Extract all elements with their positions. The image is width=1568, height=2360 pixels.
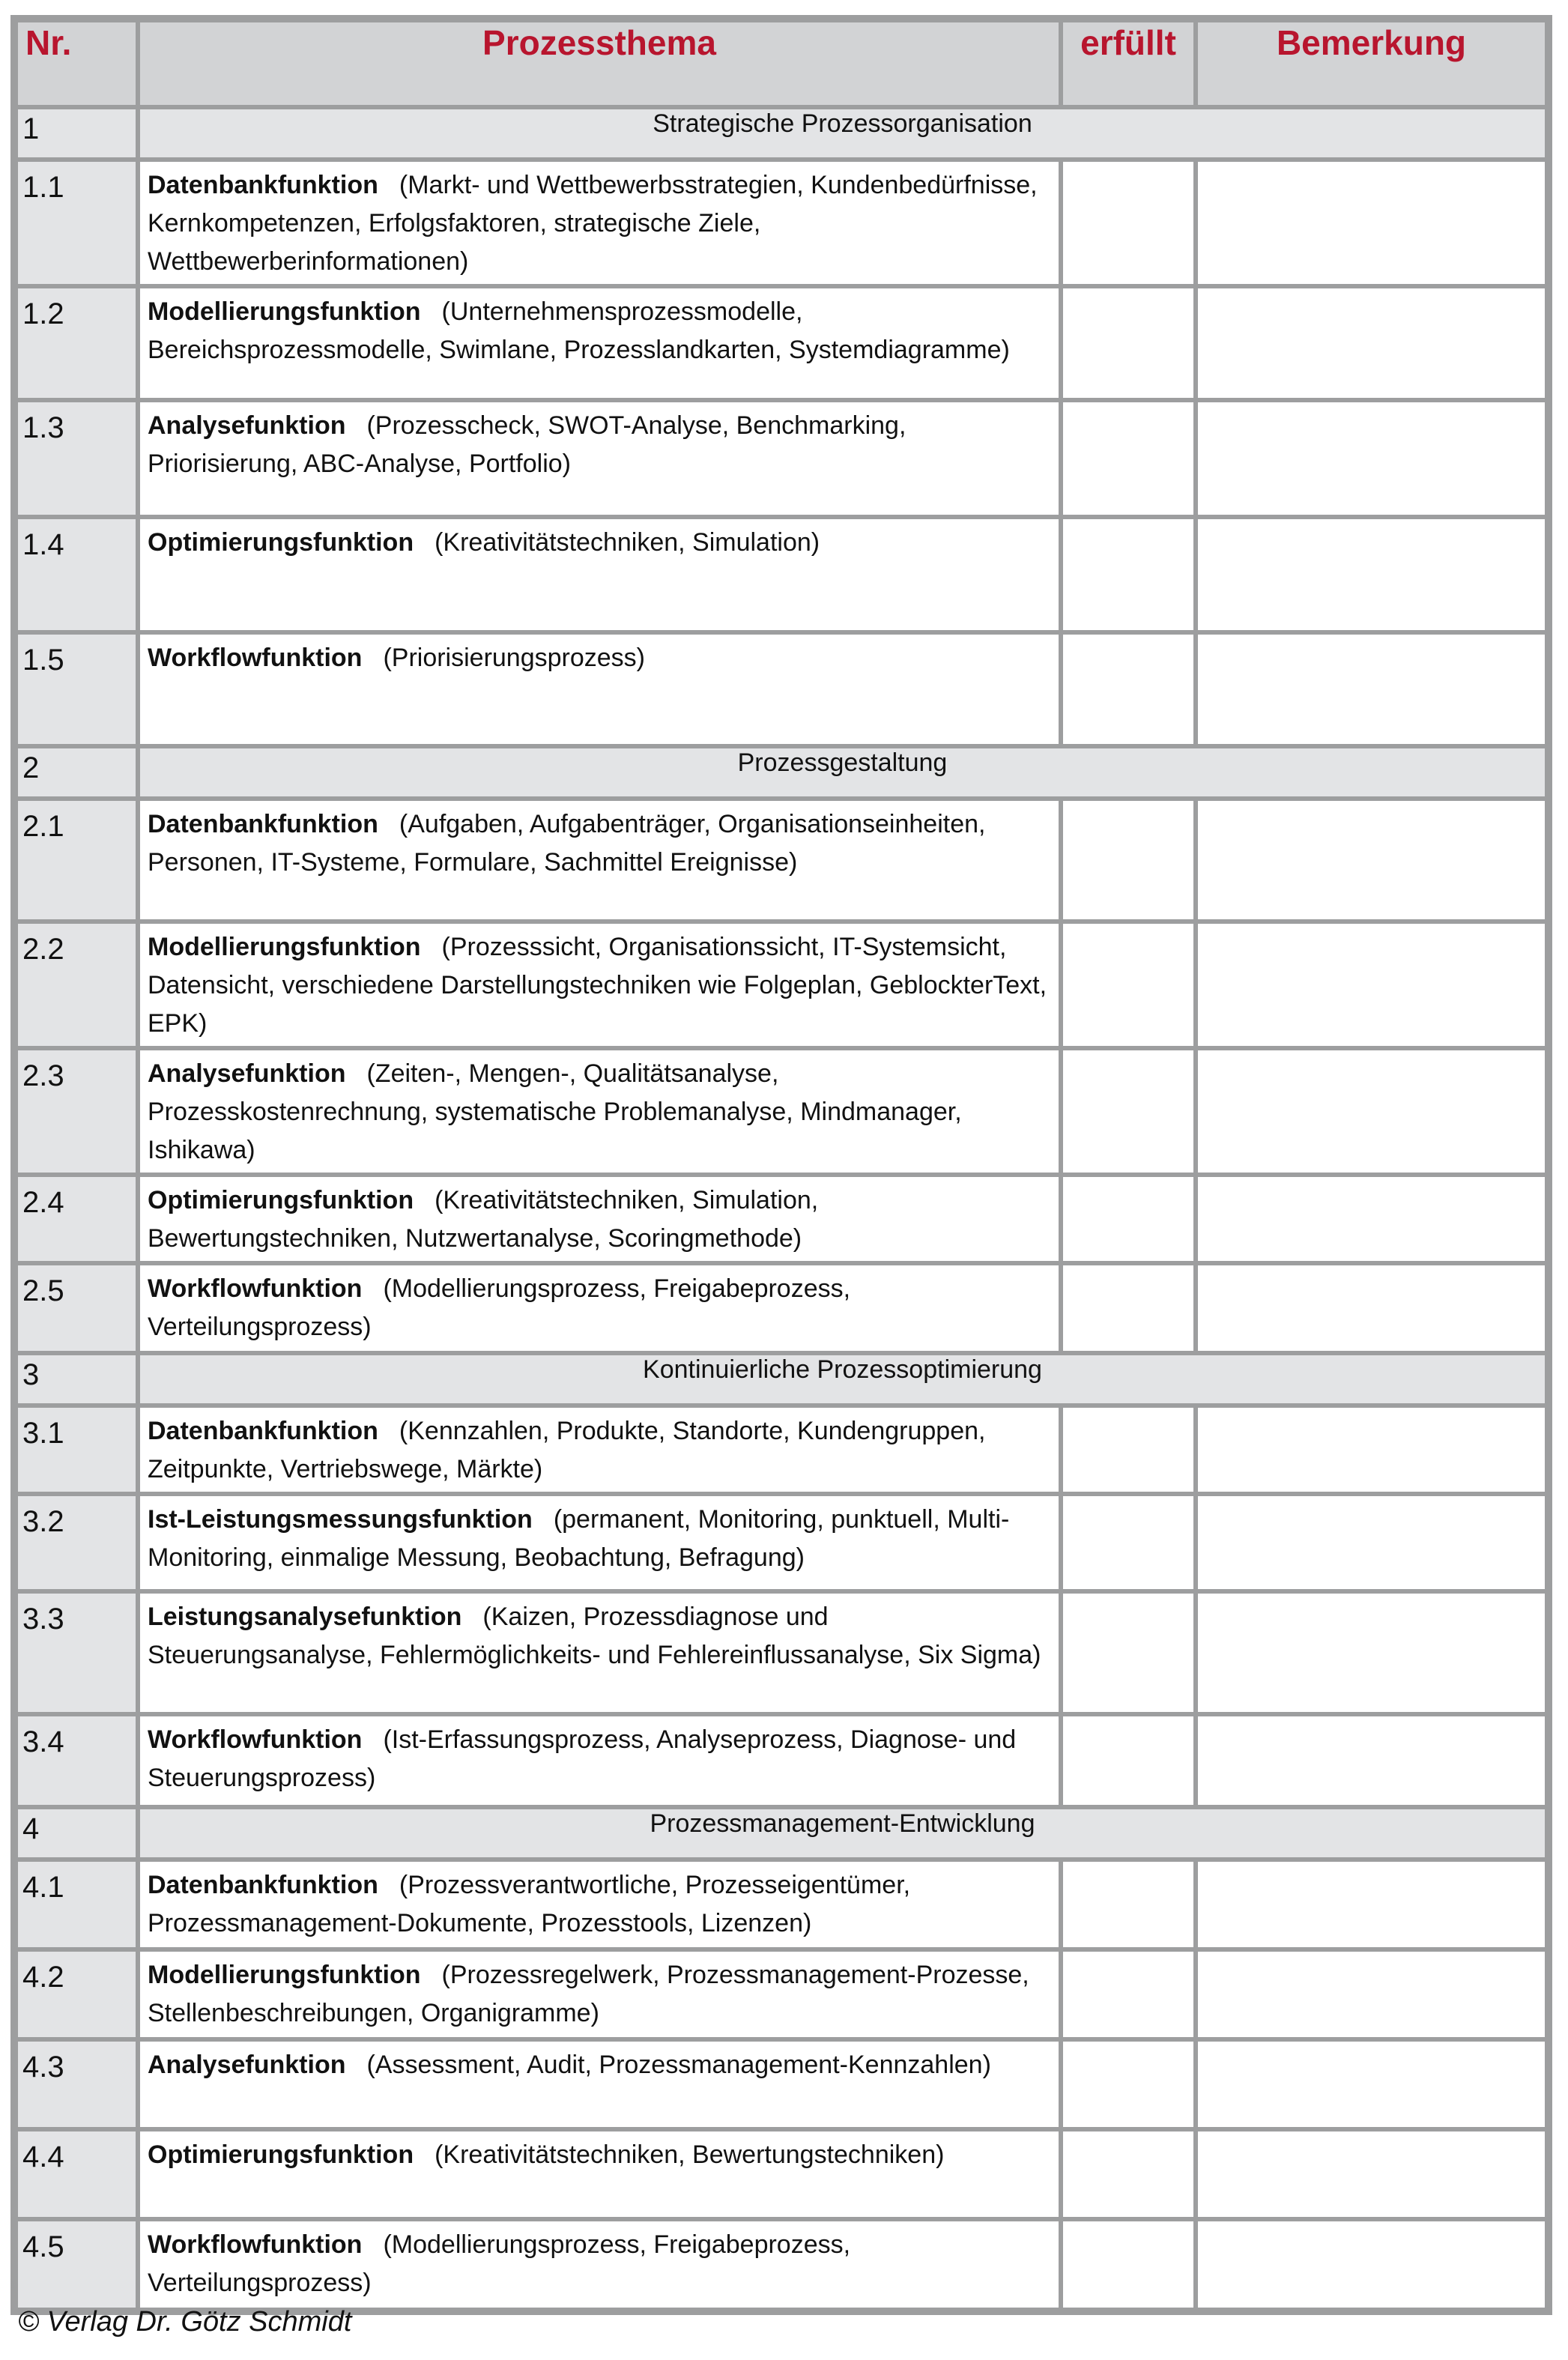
fulfilled-cell[interactable] [1061,160,1196,286]
item-number: 2.2 [18,922,138,1048]
function-details: (Prozessregelwerk, Prozessmanagement-Prozesse, Stellenbeschreibungen, Organigramme) [148,1961,1029,2027]
item-number: 2.1 [18,799,138,922]
function-name: Modellierungsfunktion [148,1961,421,1989]
process-topic-cell [138,400,1061,517]
remark-cell[interactable] [1196,400,1545,517]
function-name: Workflowfunktion [148,1725,363,1754]
function-name: Analysefunktion [148,2051,346,2079]
fulfilled-cell[interactable] [1061,2129,1196,2219]
function-details: (Kreativitätstechniken, Bewertungstechniken) [435,2140,945,2169]
fulfilled-cell[interactable] [1061,1714,1196,1807]
process-topic-cell [138,1175,1061,1263]
function-details: (Priorisierungsprozess) [383,644,645,672]
item-number: 2.4 [18,1175,138,1263]
fulfilled-cell[interactable] [1061,922,1196,1048]
item-number: 1.3 [18,400,138,517]
table-row [18,1175,1545,1263]
item-number: 4.2 [18,1949,138,2039]
process-topic-cell [138,1860,1061,1949]
fulfilled-cell[interactable] [1061,1406,1196,1494]
table-row [18,1263,1545,1353]
fulfilled-cell[interactable] [1061,1175,1196,1263]
item-number: 3.1 [18,1406,138,1494]
table-row [18,400,1545,517]
function-name: Optimierungsfunktion [148,2140,414,2169]
process-topic-cell [138,1494,1061,1591]
table-row [18,1591,1545,1714]
fulfilled-cell[interactable] [1061,1949,1196,2039]
function-details: (Ist-Erfassungsprozess, Analyseprozess, Diagnose- und Steuerungsprozess) [148,1725,1017,1792]
section-title: Prozessmanagement-Entwicklung [138,1807,1545,1860]
process-topic-cell [138,922,1061,1048]
item-number: 2.5 [18,1263,138,1353]
remark-cell[interactable] [1196,1860,1545,1949]
remark-cell[interactable] [1196,922,1545,1048]
remark-cell[interactable] [1196,1175,1545,1263]
table-row [18,2039,1545,2129]
table-row [18,1406,1545,1494]
process-topic-cell [138,1591,1061,1714]
function-details: (Unternehmensprozessmodelle, Bereichsprozessmodelle, Swimlane, Prozesslandkarten, Systemdiagramme) [148,297,1010,364]
column-header-fulfilled: erfüllt [1061,22,1196,107]
function-name: Datenbankfunktion [148,1871,378,1899]
item-number: 4.5 [18,2219,138,2308]
table-row [18,160,1545,286]
function-details: (Kennzahlen, Produkte, Standorte, Kundengruppen, Zeitpunkte, Vertriebswege, Märkte) [148,1417,986,1483]
process-topic-cell [138,2039,1061,2129]
fulfilled-cell[interactable] [1061,1494,1196,1591]
function-name: Workflowfunktion [148,1274,363,1303]
remark-cell[interactable] [1196,286,1545,400]
fulfilled-cell[interactable] [1061,1591,1196,1714]
table-row [18,1494,1545,1591]
function-details: (Kreativitätstechniken, Simulation) [435,528,820,557]
process-topic-cell [138,1048,1061,1175]
function-name: Datenbankfunktion [148,171,378,199]
function-name: Modellierungsfunktion [148,933,421,961]
table-row [18,2219,1545,2308]
fulfilled-cell[interactable] [1061,1860,1196,1949]
table-row [18,1860,1545,1949]
remark-cell[interactable] [1196,1591,1545,1714]
section-number: 2 [18,746,138,799]
function-details: (Markt- und Wettbewerbsstrategien, Kundenbedürfnisse, Kernkompetenzen, Erfolgsfaktoren, strategische Ziele, Wettbewerberinformationen) [148,171,1038,276]
table-header-row [18,22,1545,107]
function-details: (Aufgaben, Aufgabenträger, Organisationseinheiten, Personen, IT-Systeme, Formulare, Sachmittel Ereignisse) [148,810,986,877]
table-row [18,1048,1545,1175]
item-number: 1.4 [18,517,138,632]
process-topic-cell [138,160,1061,286]
item-number: 2.3 [18,1048,138,1175]
function-name: Modellierungsfunktion [148,297,421,326]
section-row [18,1353,1545,1406]
section-row [18,107,1545,160]
column-header-topic: Prozessthema [138,22,1061,107]
fulfilled-cell[interactable] [1061,1263,1196,1353]
table-row [18,2129,1545,2219]
process-topic-cell [138,632,1061,746]
remark-cell[interactable] [1196,632,1545,746]
function-details: (Prozessverantwortliche, Prozesseigentümer, Prozessmanagement-Dokumente, Prozesstools, Lizenzen) [148,1871,911,1937]
process-topic-cell [138,286,1061,400]
copyright-notice: © Verlag Dr. Götz Schmidt [18,2306,352,2338]
column-header-remark: Bemerkung [1196,22,1545,107]
process-topic-cell [138,2129,1061,2219]
remark-cell[interactable] [1196,799,1545,922]
section-number: 4 [18,1807,138,1860]
item-number: 4.1 [18,1860,138,1949]
table-row [18,286,1545,400]
function-name: Workflowfunktion [148,644,363,672]
remark-cell[interactable] [1196,1714,1545,1807]
remark-cell[interactable] [1196,2039,1545,2129]
function-name: Analysefunktion [148,1059,346,1088]
remark-cell[interactable] [1196,2129,1545,2219]
function-name: Optimierungsfunktion [148,1186,414,1214]
remark-cell[interactable] [1196,160,1545,286]
item-number: 1.1 [18,160,138,286]
process-topic-cell [138,517,1061,632]
table-row [18,799,1545,922]
function-details: (Assessment, Audit, Prozessmanagement-Kennzahlen) [366,2051,991,2079]
function-details: (Modellierungsprozess, Freigabeprozess, Verteilungsprozess) [148,1274,851,1341]
remark-cell[interactable] [1196,2219,1545,2308]
function-name: Workflowfunktion [148,2230,363,2259]
fulfilled-cell[interactable] [1061,1048,1196,1175]
process-topic-cell [138,1406,1061,1494]
section-title: Prozessgestaltung [138,746,1545,799]
table-row [18,922,1545,1048]
fulfilled-cell[interactable] [1061,286,1196,400]
function-name: Analysefunktion [148,411,346,440]
remark-cell[interactable] [1196,1406,1545,1494]
fulfilled-cell[interactable] [1061,799,1196,922]
function-details: (Prozesscheck, SWOT-Analyse, Benchmarking, Priorisierung, ABC-Analyse, Portfolio) [148,411,906,478]
fulfilled-cell[interactable] [1061,2039,1196,2129]
process-checklist-table [18,22,1545,2308]
remark-cell[interactable] [1196,1263,1545,1353]
column-header-nr: Nr. [18,22,138,107]
fulfilled-cell[interactable] [1061,517,1196,632]
process-topic-cell [138,1949,1061,2039]
function-details: (Kreativitätstechniken, Simulation, Bewertungstechniken, Nutzwertanalyse, Scoringmethode) [148,1186,819,1253]
section-title: Kontinuierliche Prozessoptimierung [138,1353,1545,1406]
function-name: Ist-Leistungsmessungsfunktion [148,1505,533,1534]
function-name: Datenbankfunktion [148,810,378,838]
fulfilled-cell[interactable] [1061,400,1196,517]
item-number: 1.2 [18,286,138,400]
remark-cell[interactable] [1196,1048,1545,1175]
checklist-table-frame [10,15,1552,2315]
function-details: (Prozesssicht, Organisationssicht, IT-Systemsicht, Datensicht, verschiedene Darstellungstechniken wie Folgeplan, GeblockterText, EPK) [148,933,1047,1038]
process-topic-cell [138,799,1061,922]
item-number: 3.2 [18,1494,138,1591]
section-number: 3 [18,1353,138,1406]
fulfilled-cell[interactable] [1061,632,1196,746]
item-number: 4.4 [18,2129,138,2219]
function-details: (Zeiten-, Mengen-, Qualitätsanalyse, Prozesskostenrechnung, systematische Problemanalyse, Mindmanager, Ishikawa) [148,1059,962,1164]
item-number: 3.3 [18,1591,138,1714]
remark-cell[interactable] [1196,1494,1545,1591]
section-row [18,746,1545,799]
section-title: Strategische Prozessorganisation [138,107,1545,160]
function-details: (permanent, Monitoring, punktuell, Multi-Monitoring, einmalige Messung, Beobachtung, Befragung) [148,1505,1010,1572]
process-topic-cell [138,2219,1061,2308]
process-topic-cell [138,1714,1061,1807]
item-number: 1.5 [18,632,138,746]
function-name: Optimierungsfunktion [148,528,414,557]
table-row [18,517,1545,632]
item-number: 3.4 [18,1714,138,1807]
remark-cell[interactable] [1196,1949,1545,2039]
process-topic-cell [138,1263,1061,1353]
function-details: (Kaizen, Prozessdiagnose und Steuerungsanalyse, Fehlermöglichkeits- und Fehlereinflussanalyse, Six Sigma) [148,1603,1041,1669]
function-name: Leistungsanalysefunktion [148,1603,462,1631]
function-name: Datenbankfunktion [148,1417,378,1445]
section-row [18,1807,1545,1860]
table-row [18,1949,1545,2039]
item-number: 4.3 [18,2039,138,2129]
remark-cell[interactable] [1196,517,1545,632]
table-row [18,632,1545,746]
fulfilled-cell[interactable] [1061,2219,1196,2308]
function-details: (Modellierungsprozess, Freigabeprozess, Verteilungsprozess) [148,2230,851,2297]
table-row [18,1714,1545,1807]
section-number: 1 [18,107,138,160]
table-body [18,107,1545,2308]
